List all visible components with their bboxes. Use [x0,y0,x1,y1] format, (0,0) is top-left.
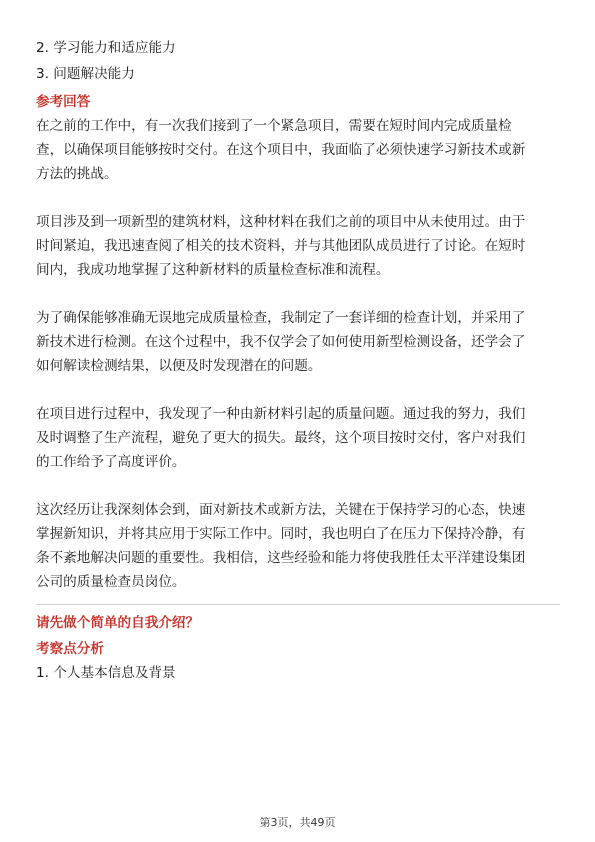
paragraph-line: 的工作给予了高度评价。 [36,454,186,470]
analysis-heading: 考察点分析 [36,641,104,657]
list-item: 2. 学习能力和适应能力 [36,40,176,56]
answer-paragraph-5 [36,498,560,594]
paragraph-line: 项目涉及到一项新型的建筑材料，这种材料在我们之前的项目中从未使用过。由于 [36,214,526,230]
paragraph-line: 时间紧迫，我迅速查阅了相关的技术资料，并与其他团队成员进行了讨论。在短时 [36,238,526,254]
paragraph-line: 方法的挑战。 [36,166,118,182]
paragraph-line: 查，以确保项目能够按时交付。在这个项目中，我面临了必须快速学习新技术或新 [36,142,526,158]
paragraph-line: 新技术进行检测。在这个过程中，我不仅学会了如何使用新型检测设备，还学会了 [36,334,526,350]
paragraph-line: 在之前的工作中，有一次我们接到了一个紧急项目，需要在短时间内完成质量检 [36,118,512,134]
paragraph-line: 及时调整了生产流程，避免了更大的损失。最终，这个项目按时交付，客户对我们 [36,430,526,446]
top-list [36,36,560,86]
paragraph-line: 在项目进行过程中，我发现了一种由新材料引起的质量问题。通过我的努力，我们 [36,406,526,422]
answer-heading: 参考回答 [36,94,91,110]
page-content [36,36,560,687]
paragraph-line: 掌握新知识，并将其应用于实际工作中。同时，我也明白了在压力下保持冷静，有 [36,526,526,542]
section-divider [36,604,560,605]
page-footer: 第3页，共49页 [259,816,336,829]
answer-paragraph-2 [36,210,560,282]
paragraph-line: 为了确保能够准确无误地完成质量检查，我制定了一套详细的检查计划，并采用了 [36,310,526,326]
bottom-list [36,661,560,685]
paragraph-line: 条不紊地解决问题的重要性。我相信，这些经验和能力将使我胜任太平洋建设集团 [36,550,526,566]
paragraph-line: 如何解读检测结果，以便及时发现潜在的问题。 [36,358,322,374]
paragraph-line: 公司的质量检查员岗位。 [36,574,186,590]
paragraph-line: 这次经历让我深刻体会到，面对新技术或新方法，关键在于保持学习的心态，快速 [36,502,526,518]
answer-paragraph-4 [36,402,560,474]
list-item: 3. 问题解决能力 [36,66,135,82]
answer-paragraph-1 [36,114,560,186]
paragraph-line: 间内，我成功地掌握了这种新材料的质量检查标准和流程。 [36,262,390,278]
answer-paragraph-3 [36,306,560,378]
list-item: 1. 个人基本信息及背景 [36,665,176,681]
next-question: 请先做个简单的自我介绍？ [36,615,200,631]
